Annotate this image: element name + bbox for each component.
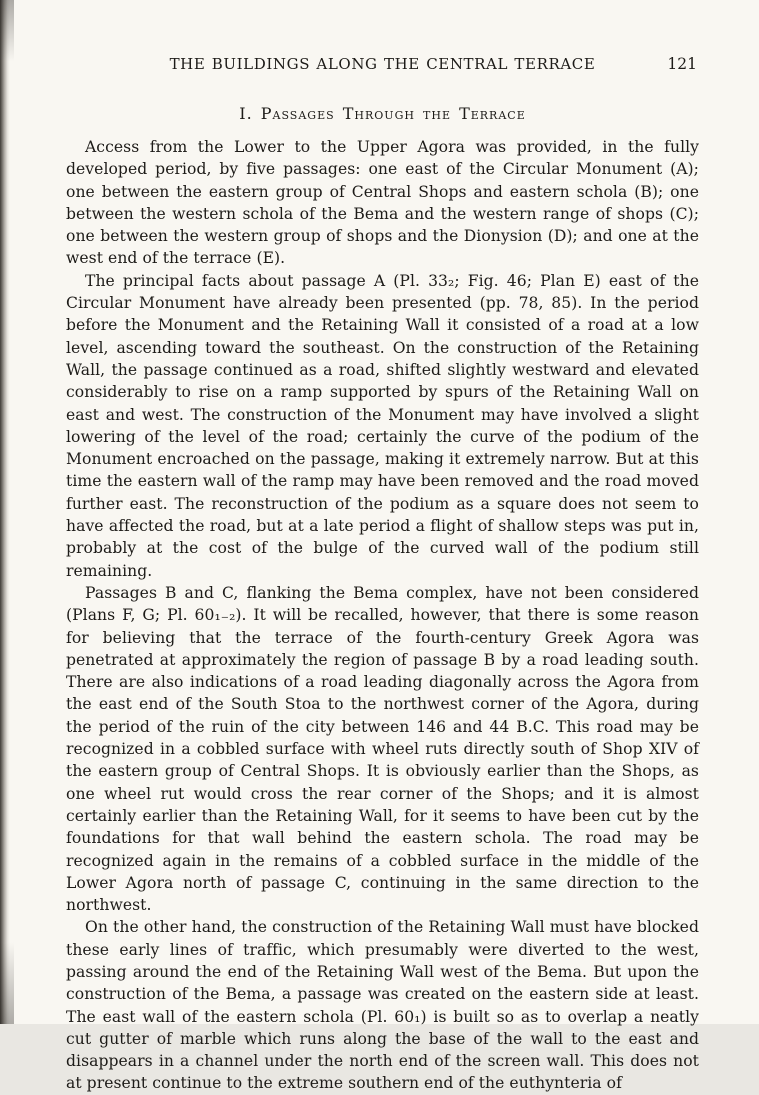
running-title: THE BUILDINGS ALONG THE CENTRAL TERRACE	[169, 55, 596, 73]
page-number: 121	[667, 55, 697, 73]
paragraph-passages-overview: Access from the Lower to the Upper Agora was provided, in the fully developed period, by five passages: one east of the Circular Monument (A); one between the eastern group of Central Shops and eastern schola (B); one between the western schola of the Bema and the western range of shops (C); one between the western group of shops and the Dionysion (D); and one at the west end of the terrace (E).	[66, 138, 699, 268]
running-header	[66, 54, 699, 74]
section-heading: I. Passages Through the Terrace	[239, 104, 526, 123]
paragraph-passages-b-c: Passages B and C, flanking the Bema complex, have not been considered (Plans F, G; Pl. 60₁₋₂). It will be recalled, however, that there is some reason for believing that the terrace of the fourth-century Greek Agora was penetrated at approximately the region of passage B by a road leading south. There are also indications of a road leading diagonally across the Agora from the east end of the South Stoa to the northwest corner of the Agora, during the period of the ruin of the city between 146 and 44 B.C. This road may be recognized in a cobbled surface with wheel ruts directly south of Shop XIV of the eastern group of Central Shops. It is obviously earlier than the Shops, as one wheel rut would cross the rear corner of the Shops; and it is almost certainly earlier than the Retaining Wall, for it seems to have been cut by the foundations for that wall behind the eastern schola. The road may be recognized again in the remains of a cobbled surface in the middle of the Lower Agora north of passage C, continuing in the same direction to the northwest.	[66, 583, 699, 915]
paragraph-retaining-wall: On the other hand, the construction of the Retaining Wall must have blocked these early lines of traffic, which presumably were diverted to the west, passing around the end of the Retaining Wall west of the Bema. But upon the construction of the Bema, a passage was created on the eastern side at least. The east wall of the eastern schola (Pl. 60₁) is built so as to overlap a neatly cut gutter of marble which runs along the base of the wall to the east and disappears in a channel under the north end of the screen wall. This does not at present continue to the extreme southern end of the euthynteria of	[66, 918, 699, 1093]
scan-gutter-shadow	[0, 0, 10, 1024]
scan-corner-shadow	[0, 0, 14, 1024]
paragraph-passage-a: The principal facts about passage A (Pl. 33₂; Fig. 46; Plan E) east of the Circular Monument have already been presented (pp. 78, 85). In the period before the Monument and the Retaining Wall it consisted of a road at a low level, ascending toward the southeast. On the construction of the Retaining Wall, the passage continued as a road, shifted slightly westward and elevated considerably to rise on a ramp supported by spurs of the Retaining Wall on east and west. The construction of the Monument may have involved a slight lowering of the level of the road; certainly the curve of the podium of the Monument encroached on the passage, making it extremely narrow. But at this time the eastern wall of the ramp may have been removed and the road moved further east. The reconstruction of the podium as a square does not seem to have affected the road, but at a late period a flight of shallow steps was put in, probably at the cost of the bulge of the curved wall of the podium still remaining.	[66, 271, 699, 580]
page-content	[66, 54, 699, 1095]
